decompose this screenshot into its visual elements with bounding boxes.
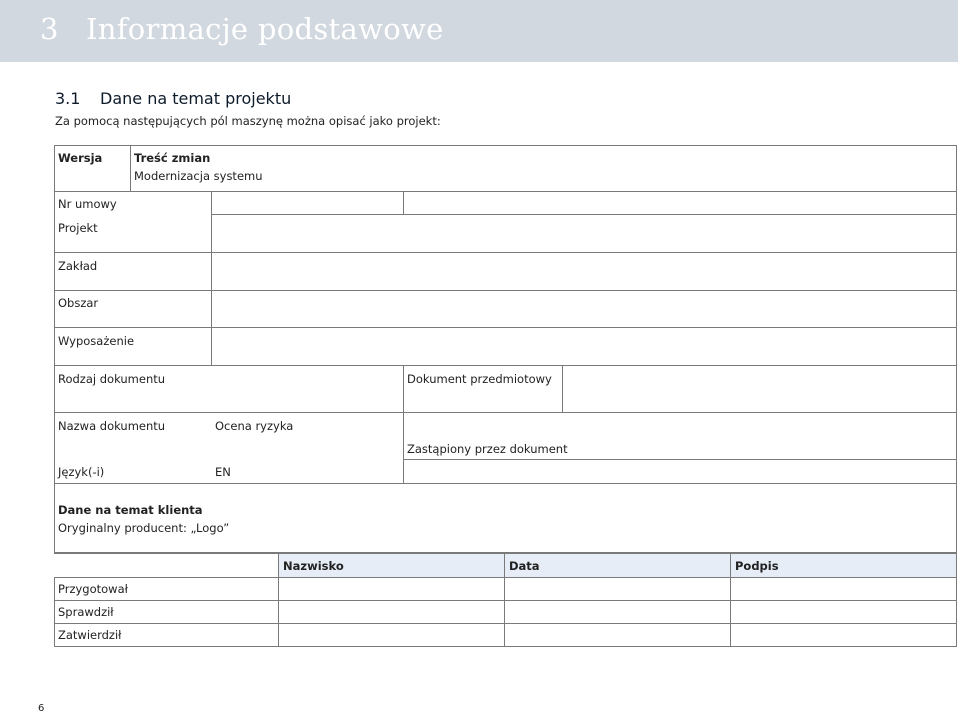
signoff-col-name: Nazwisko	[283, 559, 344, 573]
changes-label: Treść zmian	[134, 151, 211, 165]
changes-value: Modernizacja systemu	[134, 169, 263, 183]
page-number: 6	[38, 703, 45, 714]
manufacturer-text: Oryginalny producent: „Logo”	[58, 521, 230, 535]
language-label: Język(-i)	[58, 465, 105, 479]
signoff-row-prepared: Przygotował	[58, 582, 128, 596]
document-type-label: Rodzaj dokumentu	[58, 372, 166, 386]
section-intro: Za pomocą następujących pól maszynę można opisać jako projekt:	[55, 114, 441, 128]
client-heading: Dane na temat klienta	[58, 503, 203, 517]
signoff-row-checked: Sprawdził	[58, 605, 114, 619]
section-number: 3.1	[55, 89, 81, 108]
signoff-col-date: Data	[509, 559, 540, 573]
plant-label: Zakład	[58, 259, 98, 273]
contract-number-label: Nr umowy	[58, 197, 117, 211]
equipment-label: Wyposażenie	[58, 334, 135, 348]
signoff-col-signature: Podpis	[735, 559, 779, 573]
document-name-label: Nazwa dokumentu	[58, 419, 166, 433]
signoff-header-band	[279, 553, 957, 577]
replaced-by-label: Zastąpiony przez dokument	[407, 442, 568, 456]
chapter-title: Informacje podstawowe	[86, 12, 444, 46]
area-label: Obszar	[58, 296, 99, 310]
subject-document-label: Dokument przedmiotowy	[407, 372, 552, 386]
chapter-header-bar	[0, 0, 958, 62]
client-data-box	[54, 483, 957, 553]
risk-assessment-value: Ocena ryzyka	[215, 419, 294, 433]
section-title: Dane na temat projektu	[100, 89, 292, 108]
signoff-row-approved: Zatwierdził	[58, 628, 122, 642]
chapter-number: 3	[40, 12, 59, 46]
language-value: EN	[215, 465, 231, 479]
project-label: Projekt	[58, 221, 98, 235]
project-form-table	[54, 145, 957, 484]
version-label: Wersja	[58, 151, 103, 165]
